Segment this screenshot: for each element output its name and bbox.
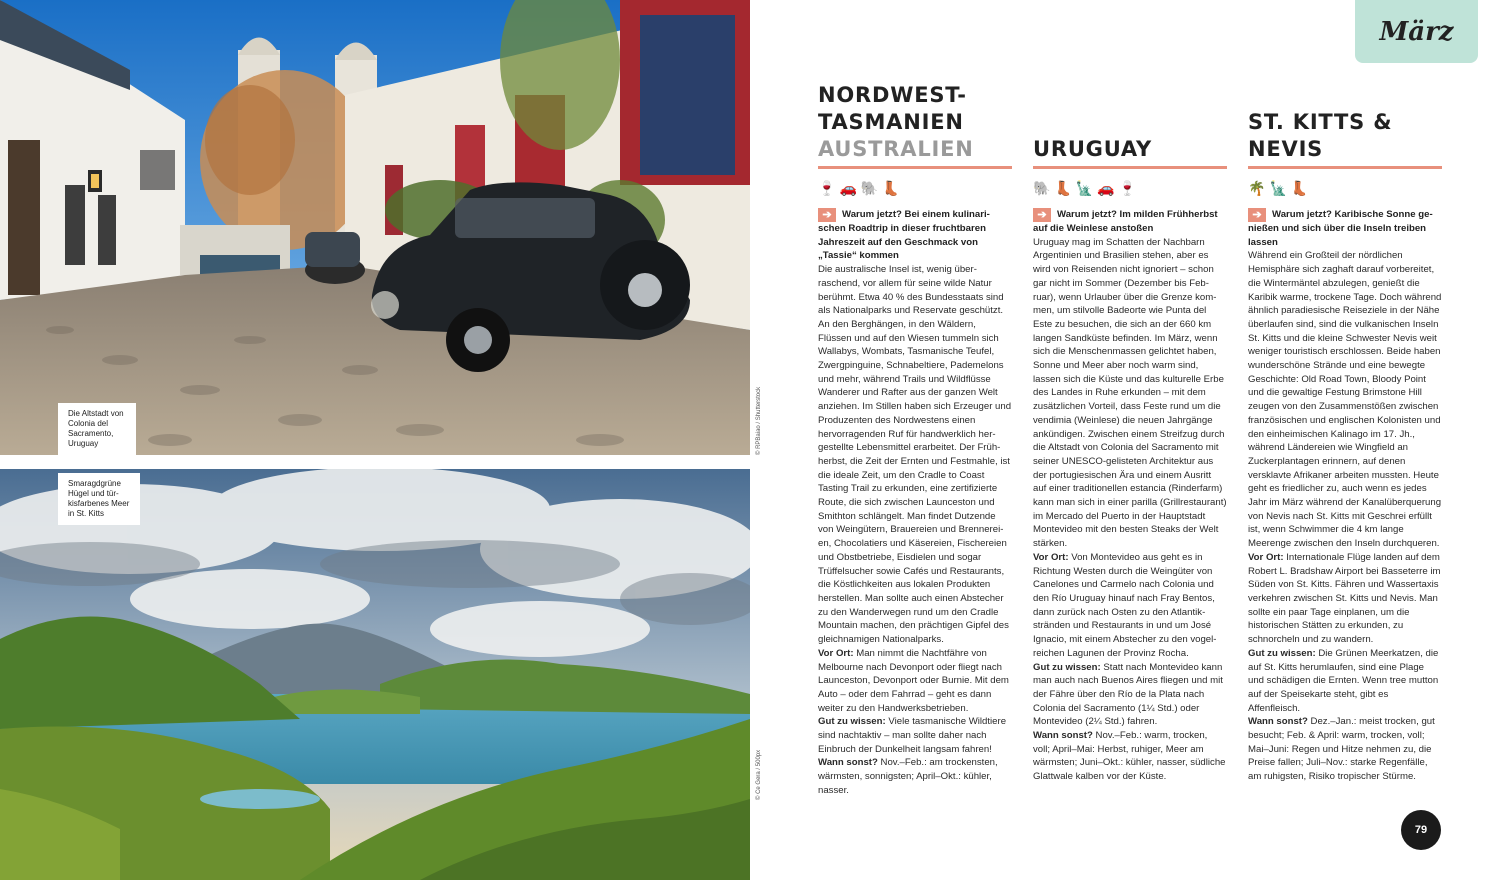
- column-heading: [1248, 78, 1442, 163]
- heading-rule: [818, 166, 1012, 169]
- vor-ort-text: Man nimmt die Nachtfähre von Melbourne nach Devonport oder fliegt nach Launceston, Devonport oder Burnie. Mit dem Auto – oder dem Fahrrad – geht es dann weiter zu den Handwerksbetrieben.: [818, 647, 1009, 714]
- vor-ort-label: Vor Ort:: [1033, 551, 1069, 563]
- photo-caption-bottom: Smaragdgrüne Hügel und türkisfarbenes Meer in St. Kitts: [58, 473, 140, 525]
- boot-icon: 👢: [1054, 179, 1072, 196]
- arrow-right-icon: ➔: [818, 208, 836, 222]
- why-now-text: Warum jetzt? Im milden Frühherbst auf die Weinlese anstoßen: [1033, 209, 1218, 234]
- car-icon: 🚗: [839, 179, 857, 196]
- gut-zu-wissen-paragraph: [1248, 647, 1442, 716]
- gut-zu-wissen-paragraph: [1033, 661, 1227, 730]
- why-now-text: Warum jetzt? Karibische Sonne genießen und sich über die Inseln treiben lassen: [1248, 209, 1433, 248]
- gut-zu-wissen-label: Gut zu wissen:: [1033, 661, 1101, 673]
- wann-sonst-label: Wann sonst?: [818, 757, 878, 769]
- column-heading: [818, 78, 1012, 163]
- car-icon: 🚗: [1097, 179, 1115, 196]
- body-paragraph: Die australische Insel ist, wenig überraschend, vor allem für seine wilde Natur berühmt. Etwa 40 % des Bundesstaats sind als Nationalparks und Reservate geschützt. An den Berghängen, in den Wäldern, Flüssen und auf den Wiesen tummeln sich Wallabys, Wombats, Tasmanische Teufel, Zwergpinguine, Schnabeltiere, Pademelons und mehr, während Trails und Wildflüsse Wanderer und Rafter aus der ganzen Welt anziehen. Im Stillen haben sich Erzeuger und Produzenten des Nordwestens einen hervorragenden Ruf für handwerklich hergestellte Lebensmittel erarbeitet. Der Frühherbst, die Zeit der Ernten und Festmahle, ist die ideale Zeit, um den Cradle to Coast Tasting Trail zu erkunden, eine zertifizierte Route, die sich zwischen Launceston und Smithton schlängelt. Man findet Dutzende von Weingütern, Brauereien und Brennereien, Chocolatiers und Käsereien, Fischereien und Obstbetriebe, Eisdielen und sogar Trüffelsucher sowie Cafés und Restaurants, die Köstlichkeiten aus lokalen Produkten herstellen. Man sollte auch einen Abstecher zu den Wanderwegen rund um den Cradle Mountain machen, den prächtigen Gipfel des gleichnamigen Nationalparks.: [818, 264, 1012, 646]
- column-tasmania: [818, 78, 1012, 798]
- arrow-right-icon: ➔: [1248, 208, 1266, 222]
- boot-icon: 👢: [1290, 179, 1309, 196]
- page-number: 79: [1401, 810, 1441, 850]
- why-now-box: [1248, 208, 1442, 249]
- icon-row: [818, 177, 1012, 199]
- gut-zu-wissen-text: Viele tasmanische Wildtiere sind nachtaktiv – man sollte daher nach Einbruch der Dunkelheit langsam fahren!: [818, 716, 1007, 755]
- vor-ort-label: Vor Ort:: [818, 647, 854, 659]
- gut-zu-wissen-text: Statt nach Montevideo kann man auch nach Buenos Aires fliegen und mit der Fähre über den Río de la Plata nach Colonia del Sacramento (1¼ Std.) oder Montevideo (2¼ Std.) fahren.: [1033, 661, 1223, 728]
- wann-sonst-label: Wann sonst?: [1033, 730, 1093, 742]
- landmark-icon: 🗽: [1269, 179, 1287, 196]
- column-st-kitts-nevis: [1248, 78, 1442, 784]
- vor-ort-text: Von Montevideo aus geht es in Richtung Westen durch die Weingüter von Canelones und Carmelo nach Colonia und den Río Uruguay hinauf nach Fray Bentos, dann zurück nach Osten zu den Atlantikstränden und Restaurants in und um José Ignacio, mit einem Abstecher zu den vogelreichen Lagunen der Provinz Rocha.: [1033, 551, 1217, 659]
- photo-caption-top: Die Altstadt von Colonia del Sacramento, Uruguay: [58, 403, 136, 455]
- vor-ort-label: Vor Ort:: [1248, 551, 1284, 563]
- body-text: [818, 263, 1012, 797]
- wann-sonst-label: Wann sonst?: [1248, 716, 1308, 728]
- heading-rule: [1248, 166, 1442, 169]
- why-now-box: [1033, 208, 1227, 236]
- photo-st-kitts-landscape: [0, 469, 750, 880]
- arrow-right-icon: ➔: [1033, 208, 1051, 222]
- vor-ort-paragraph: [1033, 551, 1227, 661]
- why-now-text: Warum jetzt? Bei einem kulinarischen Roadtrip in dieser fruchtbaren Jahreszeit auf den Geschmack von „Tassie“ kommen: [818, 209, 990, 262]
- why-now-box: [818, 208, 1012, 263]
- body-text: [1033, 236, 1227, 784]
- gut-zu-wissen-label: Gut zu wissen:: [818, 716, 886, 728]
- elephant-icon: 🐘: [860, 179, 879, 196]
- wine-icon: 🍷: [1118, 179, 1137, 196]
- wann-sonst-text: Nov.–Feb.: am trockensten, wärmsten, sonnigsten; April–Okt.: kühler, nasser.: [818, 757, 998, 796]
- wine-icon: 🍷: [818, 179, 836, 196]
- column-subtitle: AUSTRALIEN: [818, 137, 974, 161]
- palm-icon: 🌴: [1248, 179, 1266, 196]
- vor-ort-paragraph: [818, 647, 1012, 716]
- boot-icon: 👢: [882, 179, 900, 196]
- gut-zu-wissen-text: Die Grünen Meerkatzen, die auf St. Kitts herumlaufen, sind eine Plage und schädigen die Ernten. Wenn tree mutton auf der Speisekarte steht, gibt es Affenfleisch.: [1248, 647, 1439, 714]
- wann-sonst-text: Nov.–Feb.: warm, trocken, voll; April–Mai: Herbst, ruhiger, Meer am wärmsten; Juni–Okt.: kühler, nasser, südliche Glattwale kalben vor der Küste.: [1033, 730, 1226, 783]
- wann-sonst-paragraph: [1033, 729, 1227, 784]
- gut-zu-wissen-label: Gut zu wissen:: [1248, 647, 1316, 659]
- heading-rule: [1033, 166, 1227, 169]
- month-tab: März: [1355, 0, 1478, 63]
- column-title: NORDWEST-TASMANIEN: [818, 83, 967, 134]
- vor-ort-paragraph: [1248, 551, 1442, 647]
- wann-sonst-paragraph: [818, 756, 1012, 797]
- icon-row: [1248, 177, 1442, 199]
- vor-ort-text: Internationale Flüge landen auf dem Robert L. Bradshaw Airport bei Basseterre im Süden von St. Kitts. Fähren und Wassertaxis verkehren zwischen St. Kitts und Nevis. Man sollte ein paar Tage einplanen, um die historischen Stätten zu erkunden, zu schnorcheln und zu wandern.: [1248, 551, 1441, 646]
- body-text: [1248, 249, 1442, 783]
- photo-credit-top: © RPBaiao / Shutterstock: [756, 386, 762, 455]
- wann-sonst-paragraph: [1248, 715, 1442, 784]
- photo-credit-bottom: © Ce Gera / 500px: [756, 749, 762, 800]
- wann-sonst-text: Dez.–Jan.: meist trocken, gut besucht; Feb. & April: warm, trocken, voll; Mai–Juni: Regen und Hitze nehmen zu, die Preise fallen; Juli–Nov.: starke Regenfälle, am ruhigsten, Risiko tropischer Stürme.: [1248, 716, 1435, 783]
- body-paragraph: Uruguay mag im Schatten der Nachbarn Argentinien und Brasilien stehen, aber es wird von Reisenden nicht ignoriert – schon gar nicht im Sommer (Dezember bis Februar), wenn Urlauber über die Grenze kommen, um stilvolle Badeorte wie Punta del Este zu besuchen, die sich an der 660 km langen Sandküste befinden. Im März, wenn sich die Menschenmassen gelichtet haben, Sonne und Meer aber noch warm sind, lassen sich die Küste und das kulturelle Erbe des Landes in Ruhe erkunden – mit dem zusätzlichen Vorteil, dass Feste rund um die vendimia (Weinlese) die neuen Jahrgänge ankündigen. Zwischen einem Streifzug durch die Altstadt von Colonia del Sacramento mit seiner UNESCO-gelisteten Architektur aus der portugiesischen Ära und einem Ausritt auf einer traditionellen estancia (Rinderfarm) kann man sich in einer parilla (Grillrestaurant) im Mercado del Puerto in der Hauptstadt Montevideo mit den besten Steaks der Welt stärken.: [1033, 236, 1227, 550]
- gut-zu-wissen-paragraph: [818, 715, 1012, 756]
- icon-row: [1033, 177, 1227, 199]
- column-title: URUGUAY: [1033, 137, 1152, 161]
- column-heading: [1033, 78, 1227, 163]
- photo-colonia-street: [0, 0, 750, 455]
- body-paragraph: Während ein Großteil der nördlichen Hemisphäre sich zaghaft darauf vorbereitet, die Wintermäntel abzulegen, genießt die Karibik warme, trockene Tage. Doch während ähnlich paradiesische Reiseziele in der Nähe überlaufen sind, sind die vulkanischen Inseln St. Kitts und die kleine Schwester Nevis weit weniger touristisch erschlossen. Beide haben wunderschöne Strände und eine bewegte Geschichte: Old Road Town, Bloody Point und die gewaltige Festung Brimstone Hill zeugen von den Zusammenstößen zwischen französischen und englischen Kolonisten und den einheimischen Kalinago im 17. Jh., während Ländereien wie Wingfield an Zuckerplantagen erinnern, auf denen versklavte Afrikaner arbeiten mussten. Heute geht es friedlicher zu, auch wenn es jedes Jahr im März während der Kanalüberquerung von Nevis nach St. Kitts mit Geschrei erfüllt ist, wenn Schwimmer die 4 km lange Meerenge zwischen den Inseln durchqueren.: [1248, 250, 1442, 550]
- landmark-icon: 🗽: [1075, 179, 1094, 196]
- elephant-icon: 🐘: [1033, 179, 1051, 196]
- column-title: ST. KITTS & NEVIS: [1248, 110, 1393, 161]
- column-uruguay: [1033, 78, 1227, 784]
